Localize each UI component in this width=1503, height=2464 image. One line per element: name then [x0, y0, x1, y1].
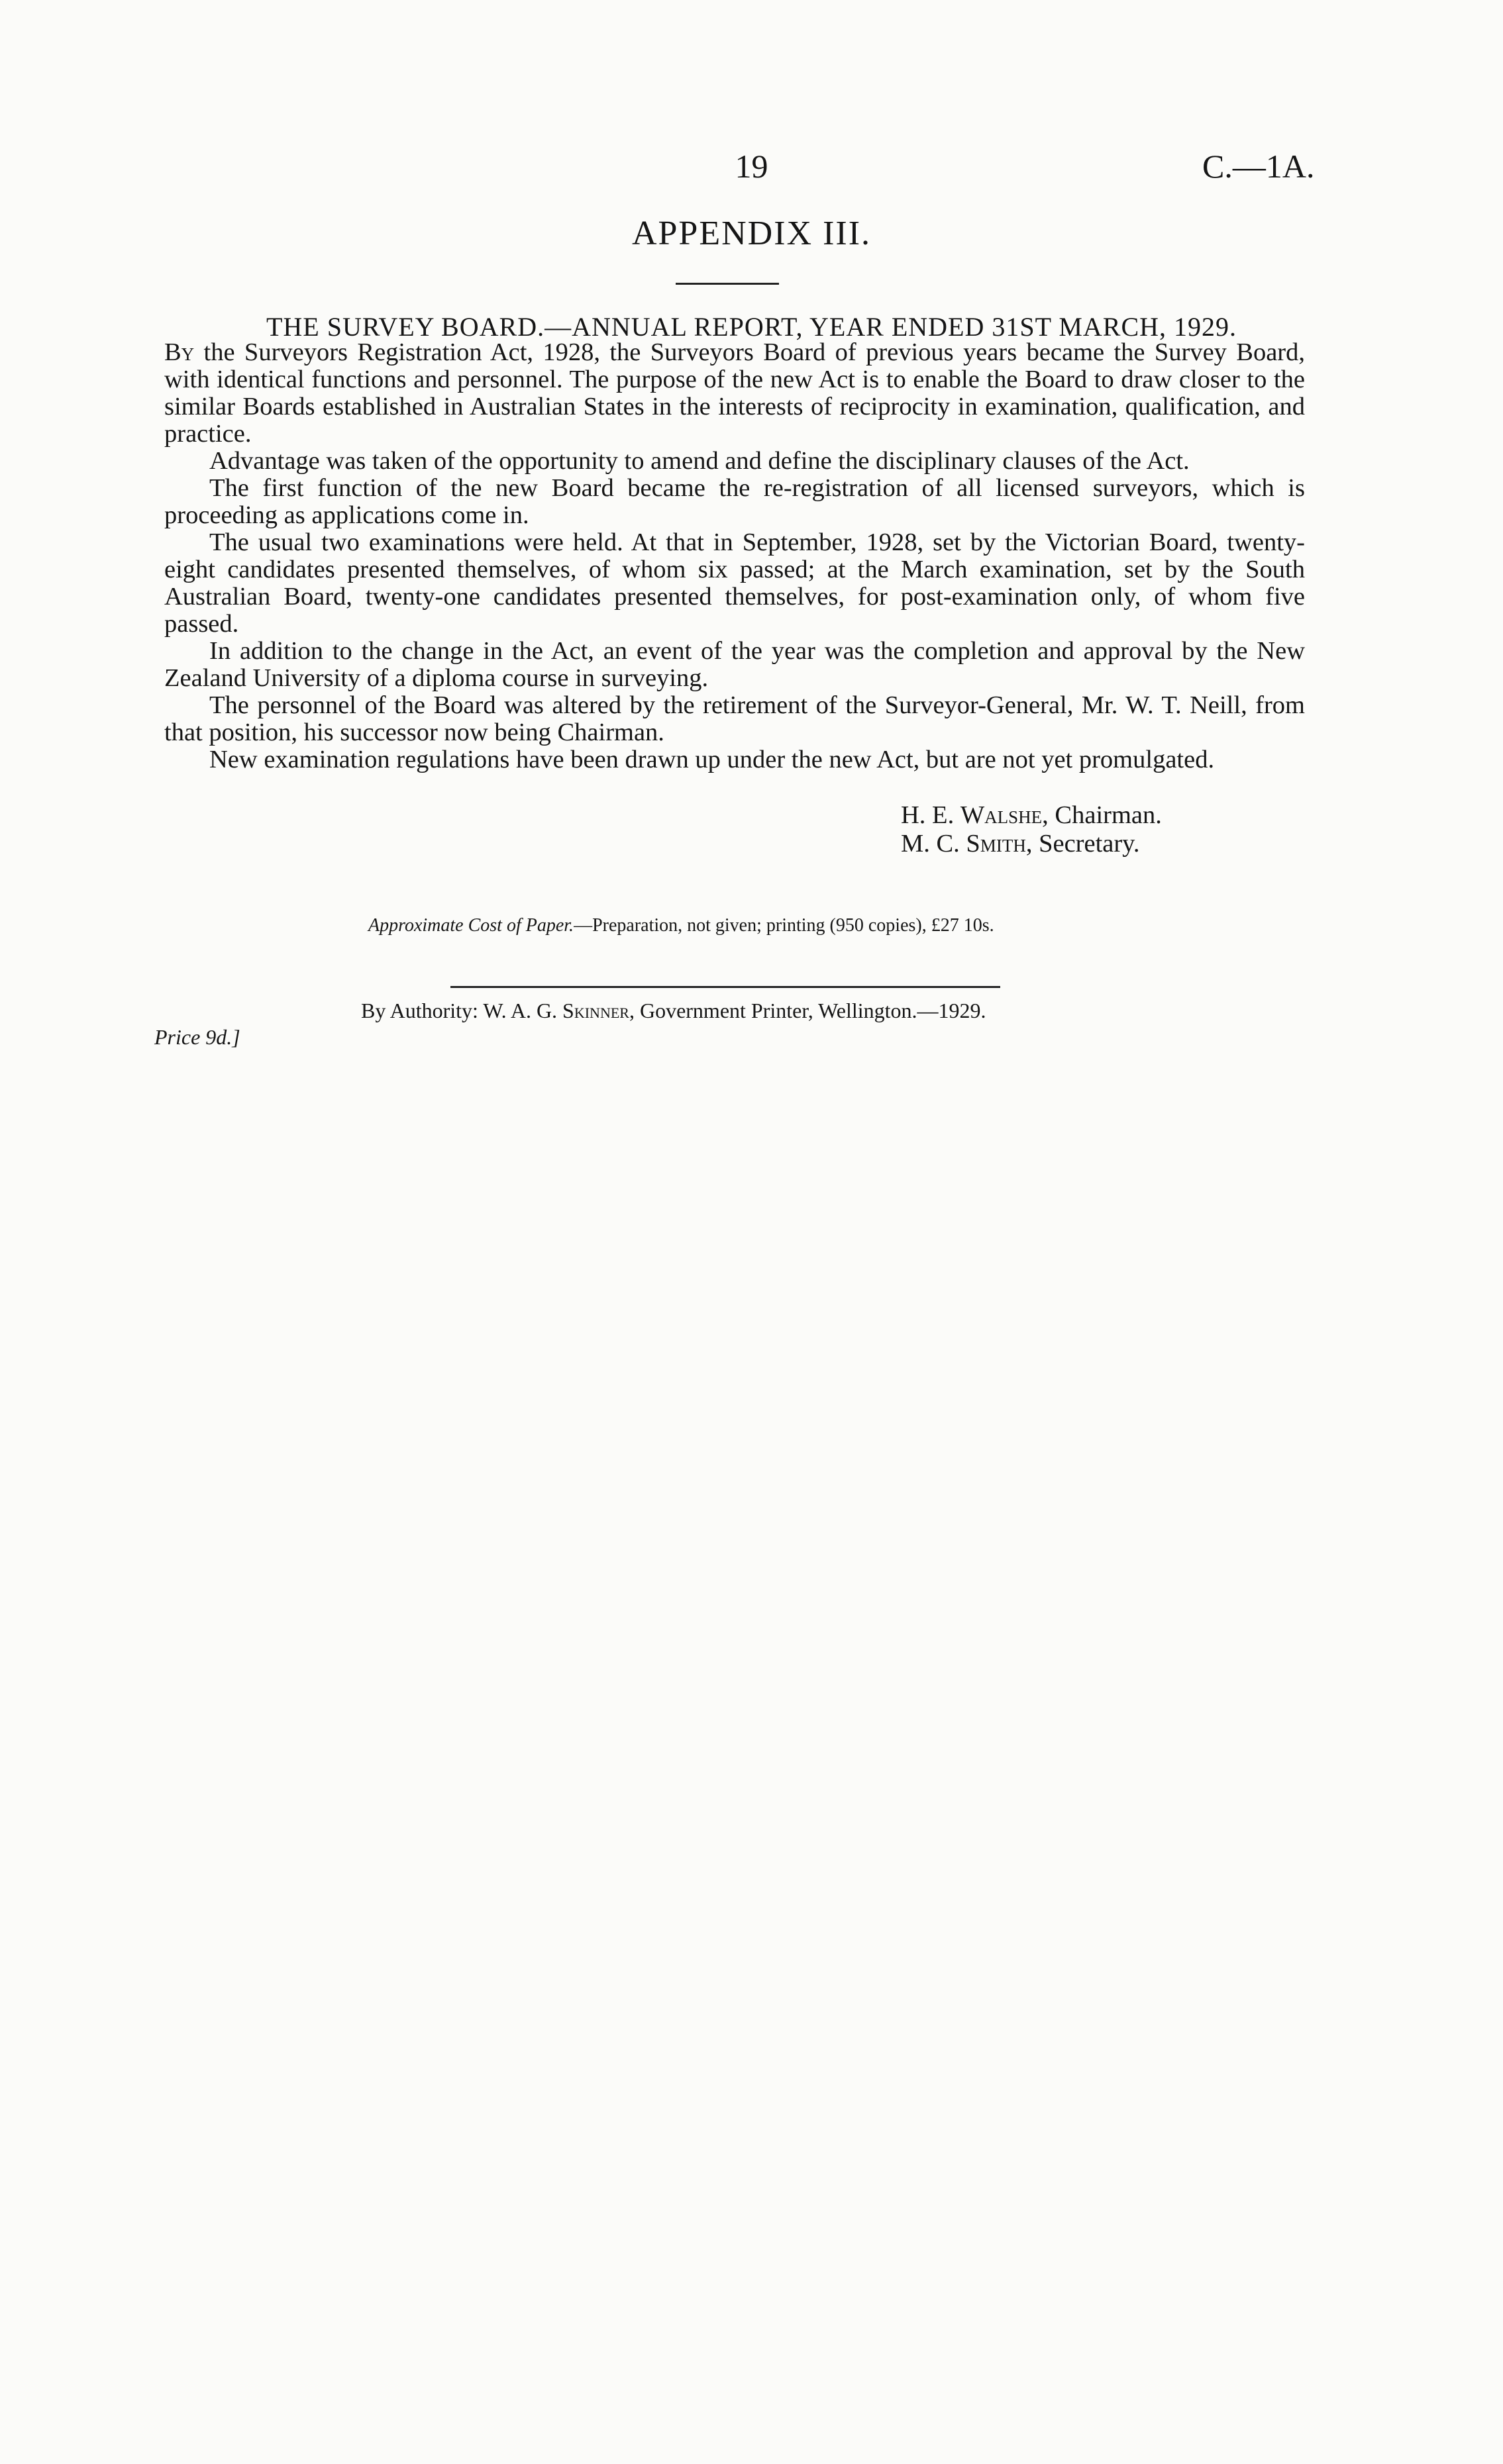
appendix-title: APPENDIX III.	[631, 215, 872, 252]
signature-initials: M. C.	[901, 830, 960, 858]
title-rule	[676, 283, 779, 285]
signatures	[901, 801, 1162, 858]
page-number: 19	[735, 148, 768, 185]
signature-surname: Smith	[966, 830, 1026, 858]
signature-surname: Walshe	[960, 801, 1043, 829]
signature-secretary	[901, 830, 1162, 858]
document-code: C.—1A.	[1202, 148, 1315, 185]
cost-note-text: —Preparation, not given; printing (950 copies), £27 10s.	[574, 915, 994, 936]
paragraph-1	[164, 339, 1305, 448]
authority-line	[361, 999, 986, 1023]
paragraph-5: In addition to the change in the Act, an event of the year was the completion and approval by the New Zealand University of a diploma course in surveying.	[164, 637, 1305, 692]
report-body	[164, 339, 1305, 773]
signature-role: , Secretary.	[1025, 830, 1140, 858]
authority-name: Skinner	[562, 999, 629, 1022]
paragraph-lead: By	[164, 338, 195, 366]
paragraph-6: The personnel of the Board was altered by the retirement of the Surveyor-General, Mr. W. T. Neill, from that position, his successor now being Chairman.	[164, 691, 1305, 746]
authority-suffix: , Government Printer, Wellington.—1929.	[629, 999, 986, 1022]
paragraph-text: the Surveyors Registration Act, 1928, the Surveyors Board of previous years became the Survey Board, with identical functions and personnel. The purpose of the new Act is to enable the Board to draw closer to the similar Boards established in Australian States in the interests of reciprocity in examination, qualification, and practice.	[164, 338, 1305, 448]
signature-chairman	[901, 801, 1162, 830]
signature-role: , Chairman.	[1042, 801, 1162, 829]
paragraph-3: The first function of the new Board became the re-registration of all licensed surveyors, which is proceeding as applications come in.	[164, 474, 1305, 529]
signature-initials: H. E.	[901, 801, 955, 829]
paragraph-7: New examination regulations have been drawn up under the new Act, but are not yet promulgated.	[209, 746, 1215, 773]
cost-note-label: Approximate Cost of Paper.	[368, 915, 574, 936]
cost-note	[368, 915, 994, 936]
report-title: THE SURVEY BOARD.—ANNUAL REPORT, YEAR ENDED 31ST MARCH, 1929.	[266, 312, 1237, 342]
price: Price 9d.]	[154, 1025, 240, 1049]
paragraph-2: Advantage was taken of the opportunity to amend and define the disciplinary clauses of the Act.	[209, 447, 1190, 475]
authority-rule	[450, 986, 1000, 988]
authority-prefix: By Authority: W. A. G.	[361, 999, 563, 1022]
paragraph-4: The usual two examinations were held. At that in September, 1928, set by the Victorian Board, twenty-eight candidates presented themselves, of whom six passed; at the March examination, set by the South Australian Board, twenty-one candidates presented themselves, for post-examination only, of whom five passed.	[164, 528, 1305, 638]
